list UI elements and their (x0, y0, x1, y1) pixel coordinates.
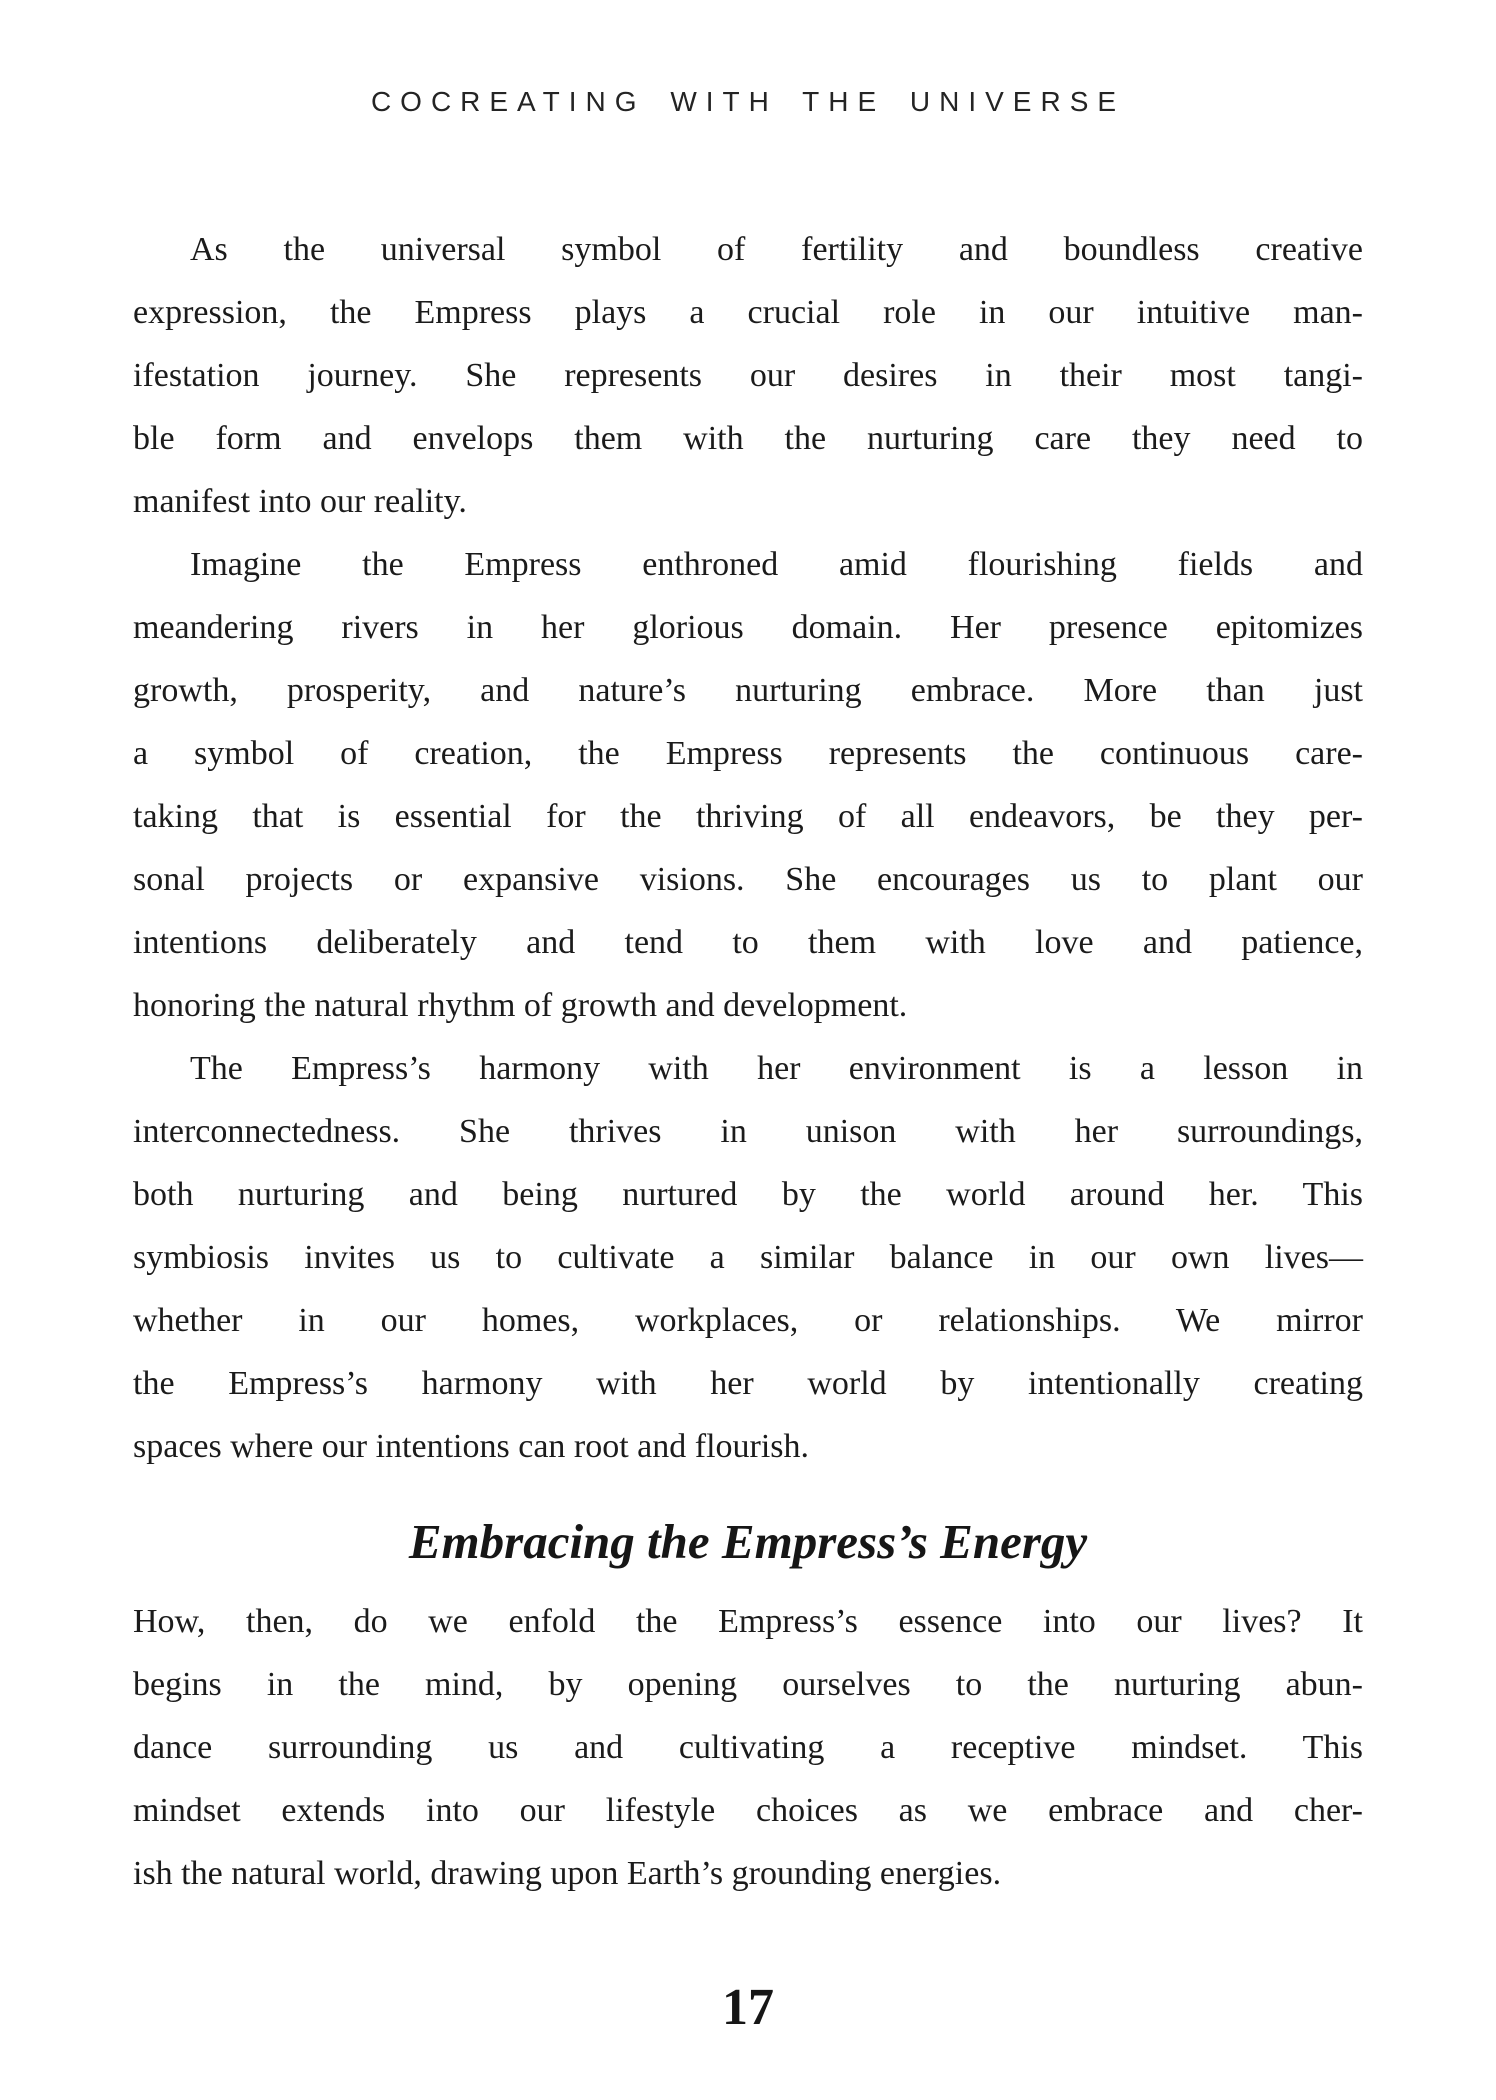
body-line: intentions deliberately and tend to them with love and patience, (133, 924, 1363, 961)
body-line: The Empress’s harmony with her environment is a lesson in (190, 1050, 1363, 1087)
body-line: growth, prosperity, and nature’s nurturing embrace. More than just (133, 672, 1363, 709)
body-line: mindset extends into our lifestyle choices as we embrace and cher- (133, 1792, 1363, 1829)
body-line: Imagine the Empress enthroned amid flourishing fields and (190, 546, 1363, 583)
body-line: ish the natural world, drawing upon Earth’s grounding energies. (133, 1855, 1002, 1892)
body-line: spaces where our intentions can root and flourish. (133, 1428, 810, 1465)
body-line: manifest into our reality. (133, 483, 467, 520)
body-line: ifestation journey. She represents our desires in their most tangi- (133, 357, 1363, 394)
body-line: begins in the mind, by opening ourselves to the nurturing abun- (133, 1666, 1363, 1703)
running-header-text: COCREATING WITH THE UNIVERSE (370, 86, 1126, 117)
page-footer (0, 1978, 1496, 2037)
body-line: expression, the Empress plays a crucial role in our intuitive man- (133, 294, 1363, 331)
body-line: the Empress’s harmony with her world by intentionally creating (133, 1365, 1363, 1402)
body-line: taking that is essential for the thriving of all endeavors, be they per- (133, 798, 1363, 835)
paragraph (133, 218, 1363, 533)
paragraph (133, 533, 1363, 1037)
page-number: 17 (722, 1979, 774, 2036)
body-line: dance surrounding us and cultivating a receptive mindset. This (133, 1729, 1363, 1766)
body-line: a symbol of creation, the Empress represents the continuous care- (133, 735, 1363, 772)
body-line: sonal projects or expansive visions. She encourages us to plant our (133, 861, 1363, 898)
running-header (0, 86, 1496, 118)
section-heading: Embracing the Empress’s Energy (408, 1514, 1088, 1569)
body-line: ble form and envelops them with the nurturing care they need to (133, 420, 1363, 457)
body-line: meandering rivers in her glorious domain. Her presence epitomizes (133, 609, 1363, 646)
body-line: symbiosis invites us to cultivate a similar balance in our own lives— (133, 1239, 1363, 1276)
body-line: honoring the natural rhythm of growth and development. (133, 987, 908, 1024)
body-line: How, then, do we enfold the Empress’s essence into our lives? It (133, 1603, 1363, 1640)
body-line: both nurturing and being nurtured by the world around her. This (133, 1176, 1363, 1213)
page-body (133, 218, 1363, 1905)
paragraph (133, 1590, 1363, 1905)
paragraph (133, 1037, 1363, 1478)
body-line: whether in our homes, workplaces, or relationships. We mirror (133, 1302, 1363, 1339)
body-line: interconnectedness. She thrives in unison with her surroundings, (133, 1113, 1363, 1150)
body-line: As the universal symbol of fertility and boundless creative (190, 231, 1363, 268)
